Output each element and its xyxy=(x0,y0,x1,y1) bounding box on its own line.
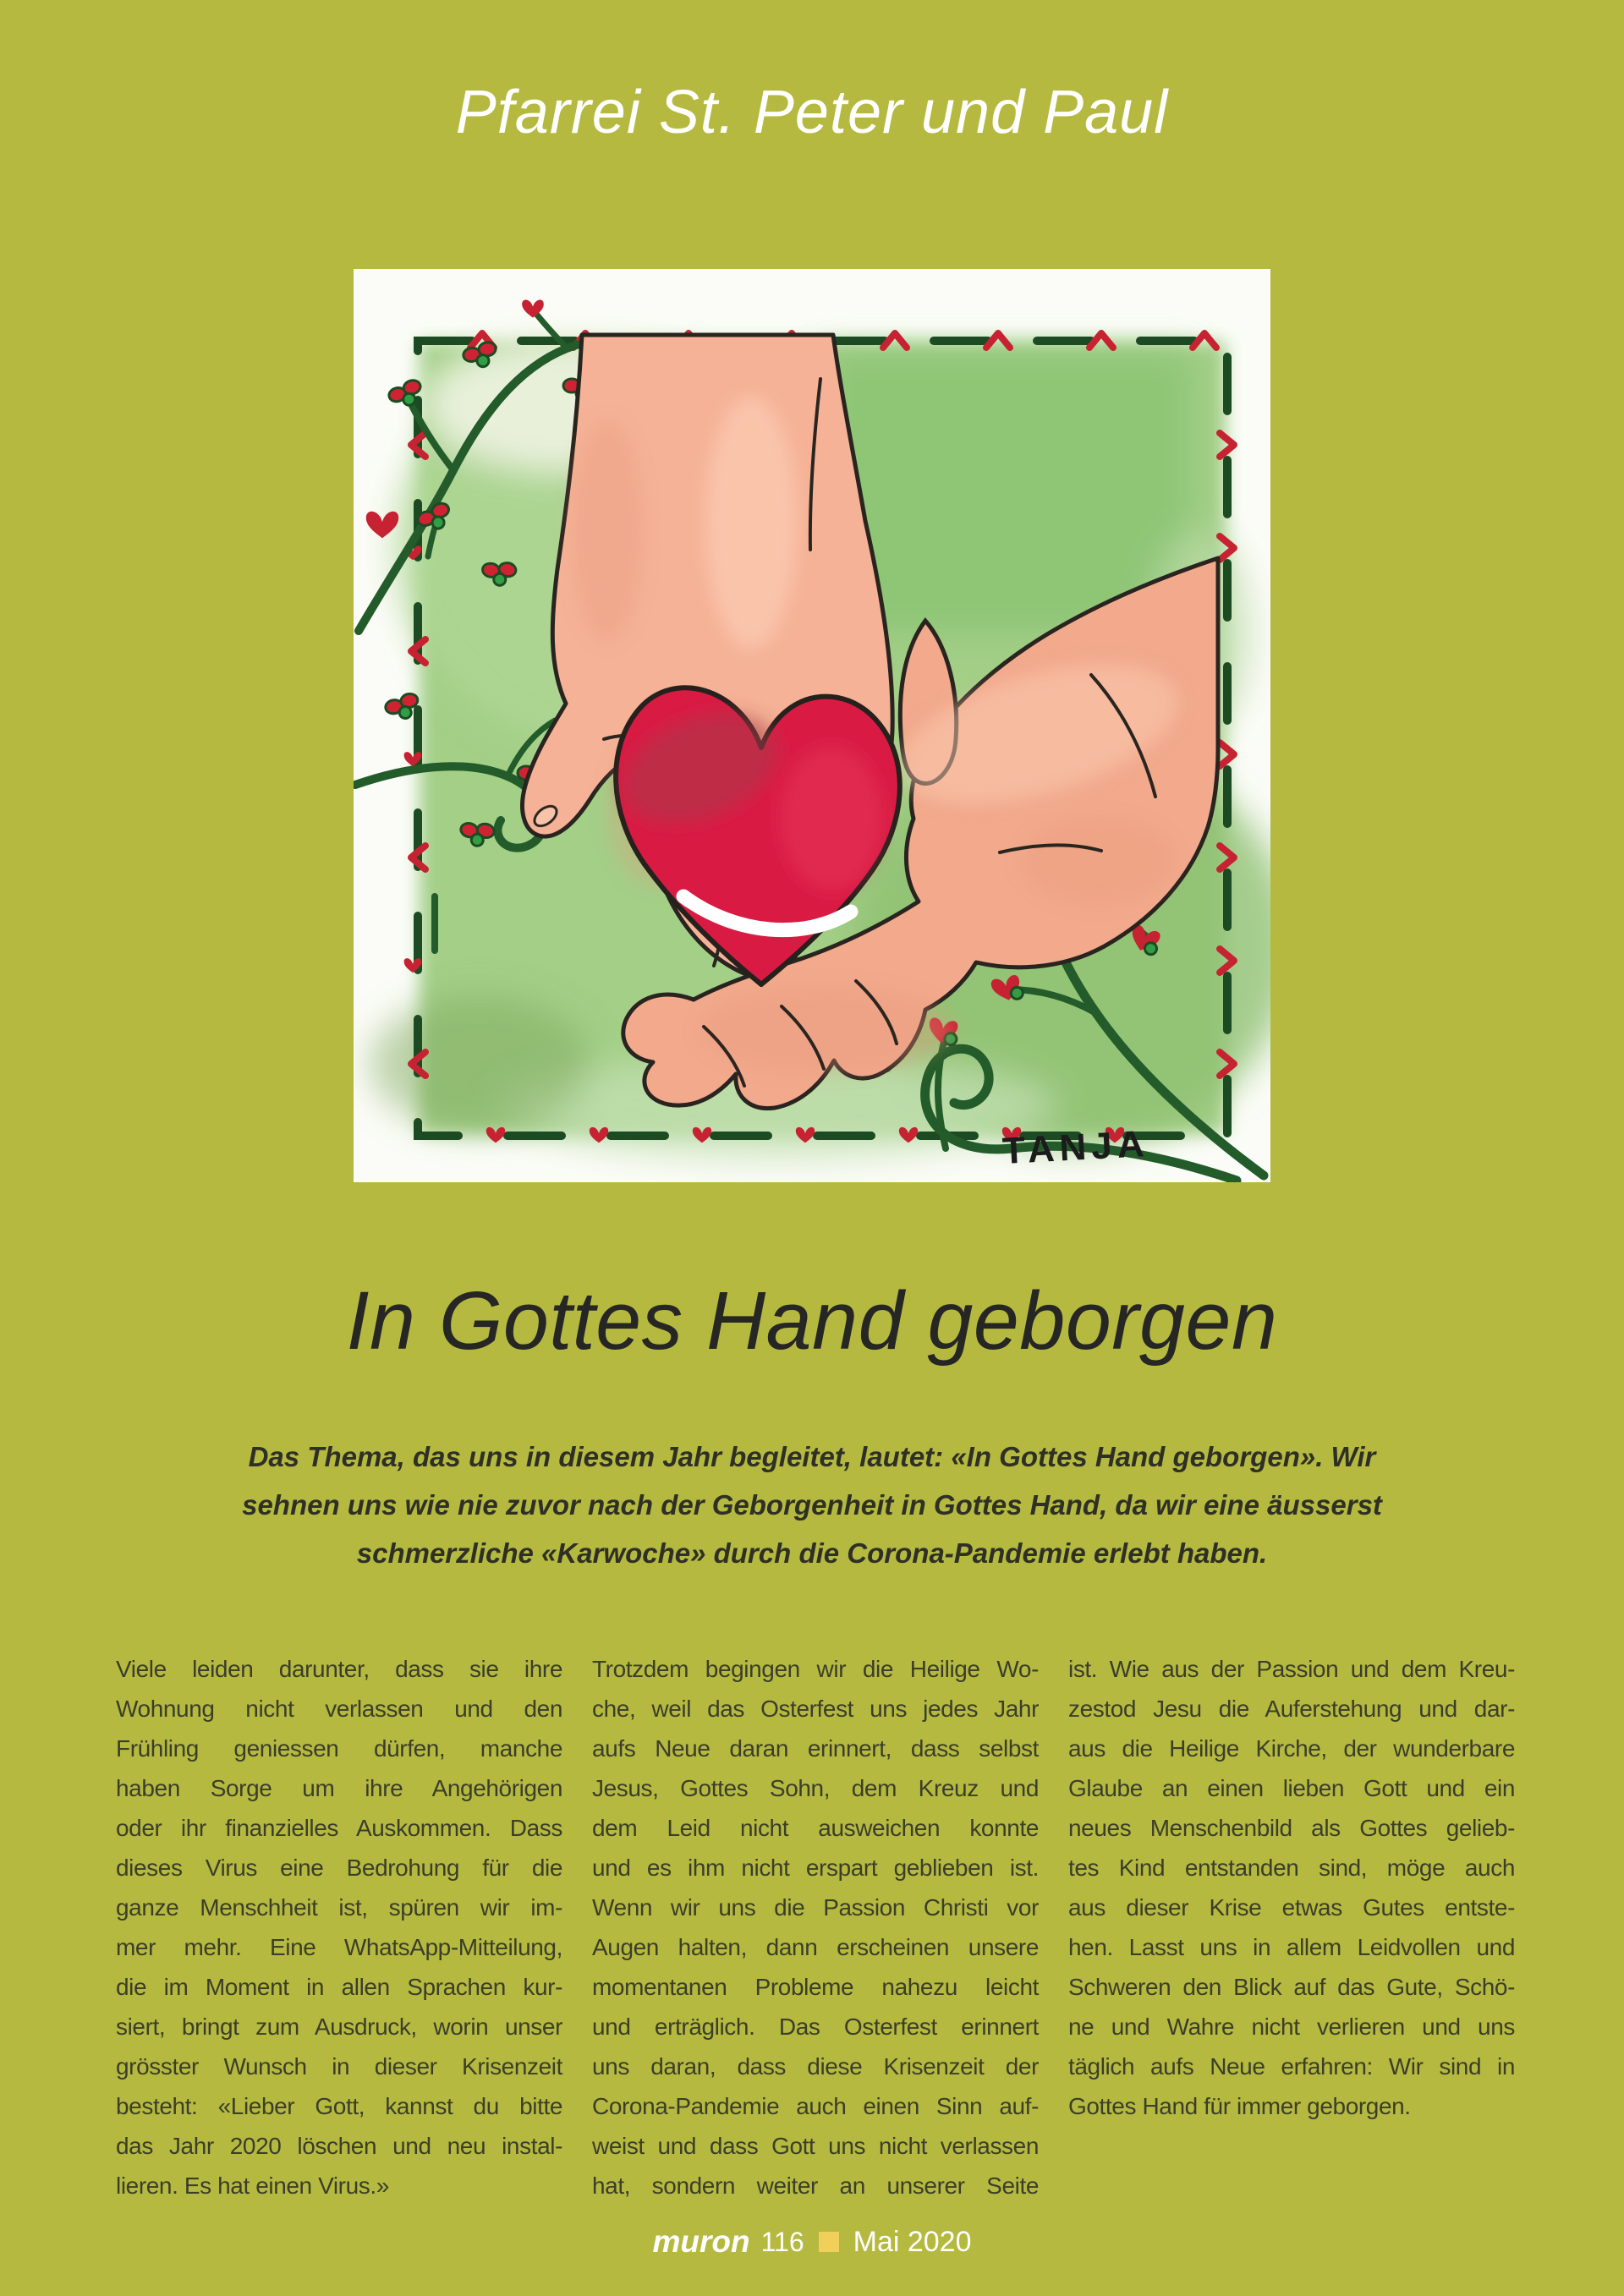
body-line: Corona-Pandemie auch einen Sinn auf- xyxy=(592,2093,1039,2119)
body-line: momentanen Probleme nahezu leicht xyxy=(592,1974,1039,2000)
body-line: und es ihm nicht erspart geblieben ist. xyxy=(592,1855,1039,1881)
body-line: täglich aufs Neue erfahren: Wir sind in xyxy=(1068,2053,1515,2080)
body-line: siert, bringt zum Ausdruck, worin unser xyxy=(116,2014,562,2040)
body-line: Frühling geniessen dürfen, manche xyxy=(116,1735,562,1762)
footer-issue-number: 116 xyxy=(760,2226,804,2257)
footer-separator-square-icon xyxy=(819,2232,839,2252)
body-line: zestod Jesu die Auferstehung und dar- xyxy=(1068,1696,1515,1722)
body-line: hat, sondern weiter an unserer Seite xyxy=(592,2173,1039,2199)
body-column-1 xyxy=(116,1649,562,2206)
body-column-2 xyxy=(592,1649,1039,2206)
body-line: uns daran, dass diese Krisenzeit der xyxy=(592,2053,1039,2080)
body-line: ne und Wahre nicht verlieren und uns xyxy=(1068,2014,1515,2040)
body-line: neues Menschenbild als Gottes gelieb- xyxy=(1068,1815,1515,1841)
footer xyxy=(0,2224,1624,2260)
article-title: In Gottes Hand geborgen xyxy=(346,1274,1278,1367)
body-line: Jesus, Gottes Sohn, dem Kreuz und xyxy=(592,1775,1039,1801)
body-line: Viele leiden darunter, dass sie ihre xyxy=(116,1656,562,1682)
body-line: tes Kind entstanden sind, möge auch xyxy=(1068,1855,1515,1881)
body-line: aufs Neue daran erinnert, dass selbst xyxy=(592,1735,1039,1762)
body-line: dem Leid nicht ausweichen konnte xyxy=(592,1815,1039,1841)
body-column-3 xyxy=(1068,1649,1515,2206)
intro-line: sehnen uns wie nie zuvor nach der Geborgenheit in Gottes Hand, da wir eine äusserst xyxy=(242,1489,1382,1521)
body-line: hen. Lasst uns in allem Leidvollen und xyxy=(1068,1934,1515,1960)
body-line: che, weil das Osterfest uns jedes Jahr xyxy=(592,1696,1039,1722)
intro-line: Das Thema, das uns in diesem Jahr begleitet, lautet: «In Gottes Hand geborgen». Wir xyxy=(248,1441,1376,1472)
body-line: die im Moment in allen Sprachen kur- xyxy=(116,1974,562,2000)
body-line: lieren. Es hat einen Virus.» xyxy=(116,2173,389,2199)
body-line: aus die Heilige Kirche, der wunderbare xyxy=(1068,1735,1515,1762)
body-line: weist und dass Gott uns nicht verlassen xyxy=(592,2133,1039,2159)
body-line: Gottes Hand für immer geborgen. xyxy=(1068,2093,1411,2119)
body-line: Glaube an einen lieben Gott und ein xyxy=(1068,1775,1515,1801)
article-intro xyxy=(0,1433,1624,1577)
body-line: Wenn wir uns die Passion Christi vor xyxy=(592,1894,1039,1921)
body-line: mer mehr. Eine WhatsApp-Mitteilung, xyxy=(116,1934,562,1960)
body-line: oder ihr finanzielles Auskommen. Dass xyxy=(116,1815,562,1841)
body-line: haben Sorge um ihre Angehörigen xyxy=(116,1775,562,1801)
body-line: besteht: «Lieber Gott, kannst du bitte xyxy=(116,2093,562,2119)
body-line: ganze Menschheit ist, spüren wir im- xyxy=(116,1894,562,1921)
footer-magazine-name: muron xyxy=(652,2224,750,2259)
body-line: aus dieser Krise etwas Gutes entste- xyxy=(1068,1894,1515,1921)
body-line: das Jahr 2020 löschen und neu instal- xyxy=(116,2133,562,2159)
body-line: dieses Virus eine Bedrohung für die xyxy=(116,1855,562,1881)
body-line: Trotzdem begingen wir die Heilige Wo- xyxy=(592,1656,1039,1682)
body-line: Wohnung nicht verlassen und den xyxy=(116,1696,562,1722)
body-line: ist. Wie aus der Passion und dem Kreu- xyxy=(1068,1656,1515,1682)
illustration-hands-heart xyxy=(354,269,1270,1182)
intro-line: schmerzliche «Karwoche» durch die Corona-Pandemie erlebt haben. xyxy=(356,1537,1268,1569)
body-line: Schweren den Blick auf das Gute, Schö- xyxy=(1068,1974,1515,2000)
body-line: und erträglich. Das Osterfest erinnert xyxy=(592,2014,1039,2040)
body-line: Augen halten, dann erscheinen unsere xyxy=(592,1934,1039,1960)
artist-signature: TANJA xyxy=(1001,1122,1150,1172)
article-body xyxy=(116,1649,1515,2206)
page-title: Pfarrei St. Peter und Paul xyxy=(455,79,1169,146)
footer-date: Mai 2020 xyxy=(853,2225,972,2258)
body-line: grösster Wunsch in dieser Krisenzeit xyxy=(116,2053,562,2080)
